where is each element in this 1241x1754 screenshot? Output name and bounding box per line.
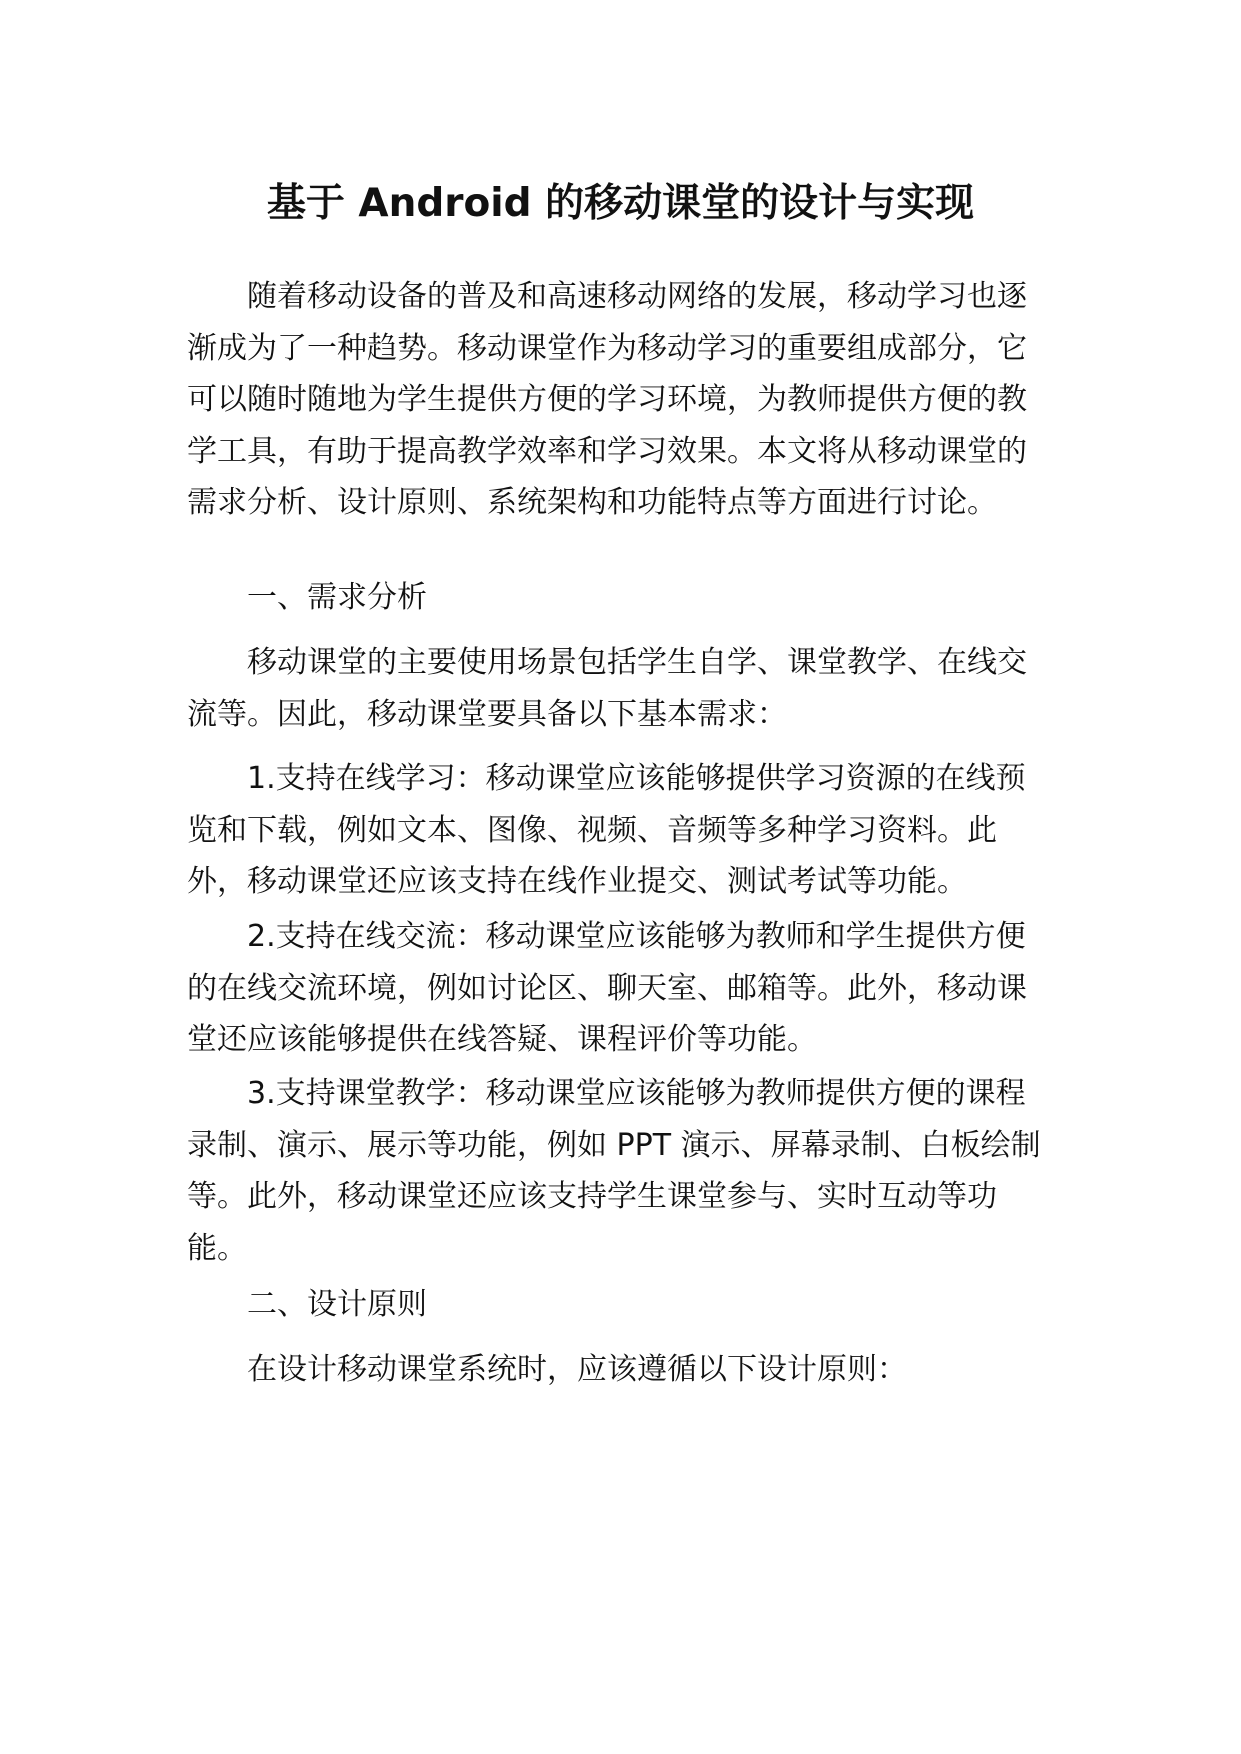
intro-paragraph: 随着移动设备的普及和高速移动网络的发展，移动学习也逐渐成为了一种趋势。移动课堂作为移动学习的重要组成部分，它可以随时随地为学生提供方便的学习环境，为教师提供方便的教学工具，有助于提高教学效率和学习效果。本文将从移动课堂的需求分析、设计原则、系统架构和功能特点等方面进行讨论。	[187, 279, 1027, 520]
section-heading-design-principles: 二、设计原则	[247, 1287, 427, 1322]
requirement-item-2: 2.支持在线交流：移动课堂应该能够为教师和学生提供方便的在线交流环境，例如讨论区、聊天室、邮箱等。此外，移动课堂还应该能够提供在线答疑、课程评价等功能。	[187, 919, 1027, 1057]
design-principles-intro-paragraph: 在设计移动课堂系统时，应该遵循以下设计原则：	[247, 1352, 907, 1387]
requirements-intro-paragraph: 移动课堂的主要使用场景包括学生自学、课堂教学、在线交流等。因此，移动课堂要具备以下基本需求：	[187, 645, 1027, 732]
document-title: 基于 Android 的移动课堂的设计与实现	[266, 181, 975, 226]
requirement-item-1: 1.支持在线学习：移动课堂应该能够提供学习资源的在线预览和下载，例如文本、图像、视频、音频等多种学习资料。此外，移动课堂还应该支持在线作业提交、测试考试等功能。	[187, 761, 1026, 899]
requirement-item-3: 3.支持课堂教学：移动课堂应该能够为教师提供方便的课程录制、演示、展示等功能，例如 PPT 演示、屏幕录制、白板绘制等。此外，移动课堂还应该支持学生课堂参与、实时互动等功能。	[187, 1076, 1041, 1266]
section-heading-requirements: 一、需求分析	[247, 580, 427, 615]
